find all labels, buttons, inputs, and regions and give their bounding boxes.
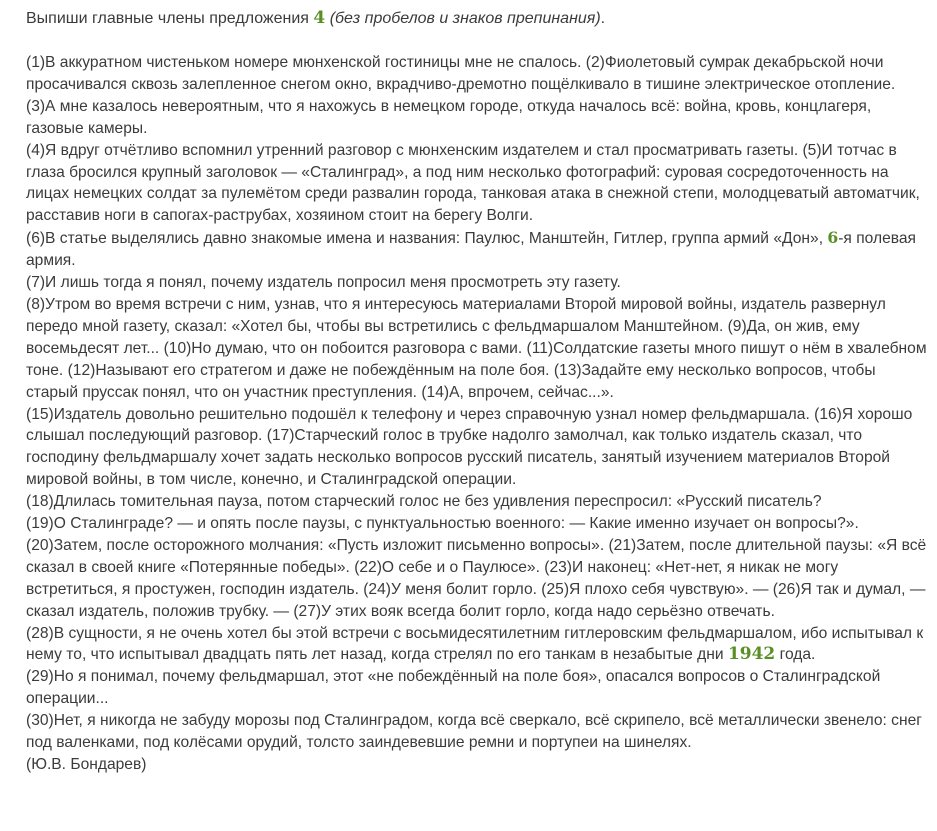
- text-paragraph: [26, 140, 927, 228]
- task-prefix: Выпиши главные члены предложения: [26, 10, 314, 27]
- text-paragraph: [26, 294, 927, 404]
- paragraph-text: (20)Затем, после осторожного молчания: «Пусть изложит письменно вопросы». (21)Затем, после длительной паузы: «Я всё сказал в своей книге «Потерянные победы». (22)О себе и о Паулюсе». (23)И наконец: «Нет-нет, я никак не могу встретиться, я простужен, господин издатель. (24)У меня болит горло. (25)Я плохо себя чувствую». — (26)Я так и думал, — сказал издатель, положив трубку. — (27)У этих вояк всегда болит горло, когда надо серьёзно отвечать.: [26, 536, 927, 620]
- paragraph-text: (19)О Сталинграде? — и опять после паузы, с пунктуальностью военного: — Какие именно изучает он вопросы?».: [26, 515, 859, 533]
- highlighted-number: 1942: [727, 644, 776, 665]
- paragraph-text: (1)В аккуратном чистеньком номере мюнхенской гостиницы мне не спалось. (2)Фиолетовый сумрак декабрьской ночи просачивался сквозь залепленное снегом окно, вкрадчиво-дремотно пощёлкивало в тишине электрическое отопление. (3)А мне казалось невероятным, что я нахожусь в немецком городе, откуда началось всё: война, кровь, концлагеря, газовые камеры.: [26, 54, 896, 137]
- text-paragraph: [26, 710, 927, 754]
- source-text: [26, 52, 927, 776]
- text-paragraph: [26, 272, 927, 294]
- task-sentence-number: 4: [313, 8, 326, 28]
- text-paragraph: [26, 535, 927, 623]
- paragraph-text: (7)И лишь тогда я понял, почему издатель попросил меня просмотреть эту газету.: [26, 274, 621, 292]
- task-note: (без пробелов и знаков препинания): [329, 10, 601, 27]
- task-instruction: Выпиши главные члены предложения 4 (без пробелов и знаков препинания).: [26, 8, 606, 28]
- paragraph-text: (4)Я вдруг отчётливо вспомнил утренний разговор с мюнхенским издателем и стал просматривать газеты. (5)И тотчас в глаза бросился крупный заголовок — «Сталинград», а под ним несколько фотографий: суровая сосредоточенность на лицах немецких солдат за пулемётом среди развалин города, танковая атака в снежной степи, молодцеватый автоматчик, расставив ноги в сапогах-раструбах, хозяином стоит на берегу Волги.: [26, 141, 920, 225]
- paragraph-text: (8)Утром во время встречи с ним, узнав, что я интересуюсь материалами Второй мировой войны, издатель развернул передо мной газету, сказал: «Хотел бы, чтобы вы встретились с фельдмаршалом Манштейном. (9)Да, он жив, ему восемьдесят лет... (10)Но думаю, что он побоится разговора с вами. (11)Солдатские газеты много пишут о нём в хвалебном тоне. (12)Называют его стратегом и даже не побеждённым на поле боя. (13)Задайте ему несколько вопросов, чтобы старый пруссак понял, что он участник преступления. (14)А, впрочем, сейчас...».: [26, 295, 927, 401]
- author-attribution: [26, 754, 927, 776]
- paragraph-text: (6)В статье выделялись давно знакомые имена и названия: Паулюс, Манштейн, Гитлер, группа армий «Дон»,: [26, 230, 828, 248]
- text-paragraph: [26, 227, 927, 272]
- text-paragraph: [26, 666, 927, 710]
- text-paragraph: [26, 52, 927, 140]
- paragraph-text: (28)В сущности, я не очень хотел бы этой встречи с восьмидесятилетним гитлеровским фельдмаршалом, ибо испытывал к нему то, что испытывал двадцать пять лет назад, когда стрелял по его танкам в незабытые дни: [26, 624, 924, 664]
- paragraph-text: года.: [775, 646, 816, 664]
- text-paragraph: [26, 491, 927, 513]
- paragraph-text: (15)Издатель довольно решительно подошёл к телефону и через справочную узнал номер фельдмаршала. (16)Я хорошо слышал последующий разговор. (17)Старческий голос в трубке надолго замолчал, как только издатель сказал, что господину фельдмаршалу хочет задать несколько вопросов русский писатель, занятый изучением материалов Второй мировой войны, в том числе, конечно, и Сталинградской операции.: [26, 405, 913, 489]
- paragraph-text: (29)Но я понимал, почему фельдмаршал, этот «не побеждённый на поле боя», опасался вопросов о Сталинградской операции...: [26, 668, 881, 708]
- paragraph-text: (18)Длилась томительная пауза, потом старческий голос не без удивления переспросил: «Русский писатель?: [26, 493, 822, 511]
- paragraph-text: -я полевая армия.: [26, 230, 916, 270]
- text-paragraph: [26, 404, 927, 492]
- text-paragraph: [26, 623, 927, 667]
- paragraph-text: (30)Нет, я никогда не забуду морозы под Сталинградом, когда всё сверкало, всё скрипело, всё металлически звенело: снег под валенками, под колёсами орудий, толсто заиндевевшие ремни и портупеи на шинелях.: [26, 712, 922, 752]
- text-paragraph: [26, 513, 927, 535]
- highlighted-number: 6: [827, 228, 839, 248]
- paragraph-text: (Ю.В. Бондарев): [26, 756, 147, 773]
